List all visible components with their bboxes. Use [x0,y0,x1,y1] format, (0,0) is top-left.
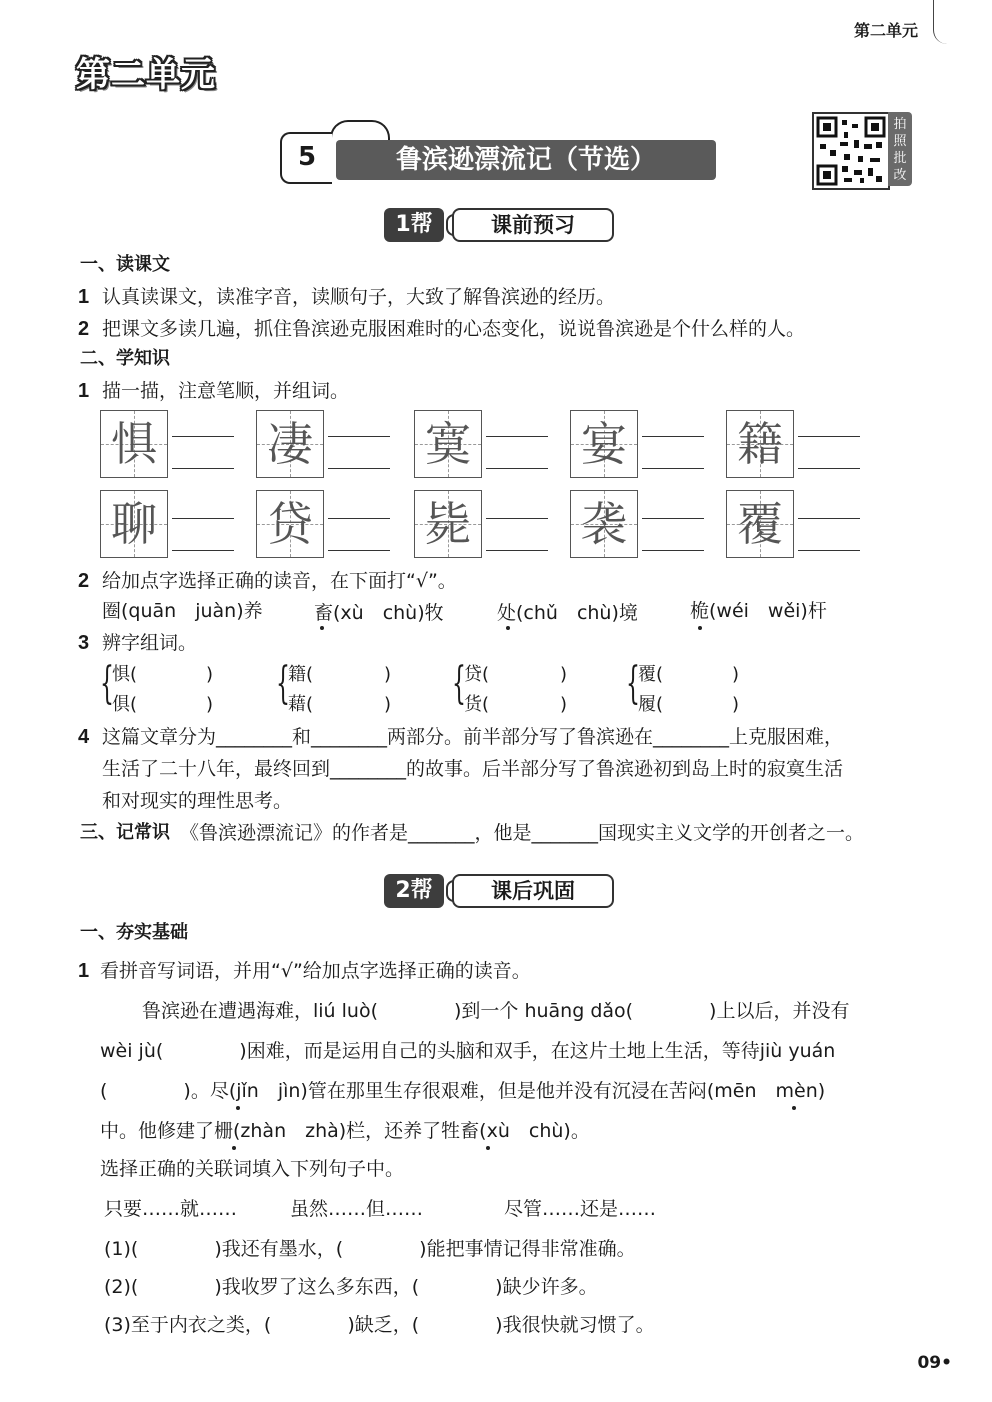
emphasis-dot [232,1146,236,1150]
word-blank[interactable] [642,436,704,437]
trace-char: 袭 [581,497,627,551]
char-grid [100,490,168,558]
word-blank[interactable] [328,518,390,519]
trace-char: 聊 [111,497,157,551]
word-blank[interactable] [642,468,704,469]
item-text: 认真读课文，读准字音，读顺句子，大致了解鲁滨逊的经历。 [102,286,616,308]
lesson-number-box [280,132,332,184]
conjunction-option: 尽管……还是…… [504,1198,657,1220]
emphasis-dot [792,1106,796,1110]
item-number: 1 [78,380,90,402]
unit-title: 第二单元 [76,55,216,95]
para-line: 鲁滨逊在遭遇海难，liú luò( )到一个 huāng dǎo( )上以后，并没有 [142,1000,850,1022]
item-text: 看拼音写词语，并用“√”给加点字选择正确的读音。 [100,960,531,982]
trace-char: 惧 [111,417,157,471]
q4-line: 和对现实的理性思考。 [102,790,293,812]
close-paren: ) [206,664,214,685]
trace-char: 覆 [737,497,783,551]
qr-code-icon[interactable] [812,112,890,190]
word-blank[interactable] [172,550,234,551]
qr-label: 拍照批改 [893,117,907,183]
para-line: wèi jù( )困难，而是运用自己的头脑和双手，在这片土地上生活，等待jiù yuán [100,1040,836,1062]
qr-label-tab [888,112,912,186]
word-blank[interactable] [486,436,548,437]
char-grid [570,410,638,478]
item-number: 4 [78,726,90,748]
brace: { [100,658,114,709]
char-grid [414,490,482,558]
word-blank[interactable] [486,518,548,519]
part1-heading: 一、读课文 [80,254,170,275]
section2-label: 课后巩固 [452,874,614,908]
sentence: (1)( )我还有墨水，( )能把事情记得非常准确。 [104,1238,636,1260]
item-text: 辨字组词。 [102,632,198,654]
word-blank[interactable] [172,518,234,519]
part4-heading: 一、夯实基础 [80,922,188,943]
q4-line: 这篇文章分为________和________两部分。前半部分写了鲁滨逊在________上克服困难， [102,726,844,748]
word-blank[interactable] [798,436,860,437]
item-number: 3 [78,632,90,654]
brace: { [626,658,640,709]
emphasis-dot [320,626,324,630]
char-grid [570,490,638,558]
close-paren: ) [732,694,740,715]
close-paren: ) [384,694,392,715]
page-number: 09• [917,1353,952,1373]
emphasis-dot [506,626,510,630]
word-blank[interactable] [798,518,860,519]
trace-char: 凄 [267,417,313,471]
close-paren: ) [206,694,214,715]
word-blank[interactable] [328,550,390,551]
word-blank[interactable] [328,468,390,469]
book-icon [330,120,390,140]
item-text: 描一描，注意笔顺，并组词。 [102,380,350,402]
corner-mark [933,0,952,44]
brace: { [276,658,290,709]
item-number: 1 [78,960,90,982]
pinyin-choice[interactable]: 圈(quān juàn)养 [102,600,263,622]
trace-char: 宴 [581,417,627,471]
emphasis-dot [486,1146,490,1150]
sentence: (2)( )我收罗了这么多东西，( )缺少许多。 [104,1276,598,1298]
emphasis-dot [698,626,702,630]
word-blank[interactable] [172,468,234,469]
pair-char: 籍( [288,664,314,685]
word-blank[interactable] [486,468,548,469]
trace-char: 毙 [425,497,471,551]
q4-line: 生活了二十八年，最终回到________的故事。后半部分写了鲁滨逊初到岛上时的寂寞生活 [102,758,844,780]
part3-text: 《鲁滨逊漂流记》的作者是_______，他是_______国现实主义文学的开创者之一。 [180,822,865,844]
sentence: (3)至于内衣之类，( )缺乏，( )我很快就习惯了。 [104,1314,655,1336]
word-blank[interactable] [328,436,390,437]
item-number: 1 [78,286,90,308]
char-grid [100,410,168,478]
word-blank[interactable] [798,468,860,469]
pinyin-choice[interactable]: 畜(xù chù)牧 [314,602,444,624]
para-line: ( )。尽(jǐn jìn)管在那里生存很艰难，但是他并没有沉浸在苦闷(mēn mèn) [100,1080,826,1102]
section1-badge: 1帮 [384,208,444,242]
trace-char: 籍 [737,417,783,471]
pair-char: 货( [464,694,490,715]
item-text: 给加点字选择正确的读音，在下面打“√”。 [102,570,457,592]
char-grid [414,410,482,478]
lesson-title: 鲁滨逊漂流记（节选） [395,145,656,175]
word-blank[interactable] [798,550,860,551]
pinyin-choice[interactable]: 桅(wéi wěi)杆 [690,600,827,622]
brace: { [452,658,466,709]
char-grid [726,410,794,478]
running-head: 第二单元 [853,21,918,40]
trace-char: 贷 [267,497,313,551]
word-blank[interactable] [642,518,704,519]
char-grid [256,490,324,558]
char-grid [726,490,794,558]
item-number: 2 [78,570,90,592]
close-paren: ) [560,664,568,685]
q2-text: 选择正确的关联词填入下列句子中。 [100,1158,405,1180]
section2-badge: 2帮 [384,874,444,908]
pair-char: 惧( [112,664,138,685]
pair-char: 履( [638,694,664,715]
pair-char: 俱( [112,694,138,715]
part2-heading: 二、学知识 [80,348,170,369]
close-paren: ) [384,664,392,685]
word-blank[interactable] [172,436,234,437]
part3-heading: 三、记常识 [80,822,170,843]
conjunction-option: 只要……就…… [104,1198,238,1220]
emphasis-dot [236,1106,240,1110]
word-blank[interactable] [642,550,704,551]
para-line: 中。他修建了栅(zhàn zhà)栏，还养了牲畜(xù chù)。 [100,1120,590,1142]
char-grid [256,410,324,478]
item-text: 把课文多读几遍，抓住鲁滨逊克服困难时的心态变化，说说鲁滨逊是个什么样的人。 [102,318,806,340]
pair-char: 覆( [638,664,664,685]
close-paren: ) [732,664,740,685]
lesson-number: 5 [297,142,317,172]
conjunction-option: 虽然……但…… [290,1198,424,1220]
item-number: 2 [78,318,90,340]
close-paren: ) [560,694,568,715]
pair-char: 贷( [464,664,490,685]
trace-char: 寞 [425,417,471,471]
section1-label: 课前预习 [452,208,614,242]
pinyin-choice[interactable]: 处(chǔ chù)境 [497,602,638,624]
word-blank[interactable] [486,550,548,551]
pair-char: 藉( [288,694,314,715]
